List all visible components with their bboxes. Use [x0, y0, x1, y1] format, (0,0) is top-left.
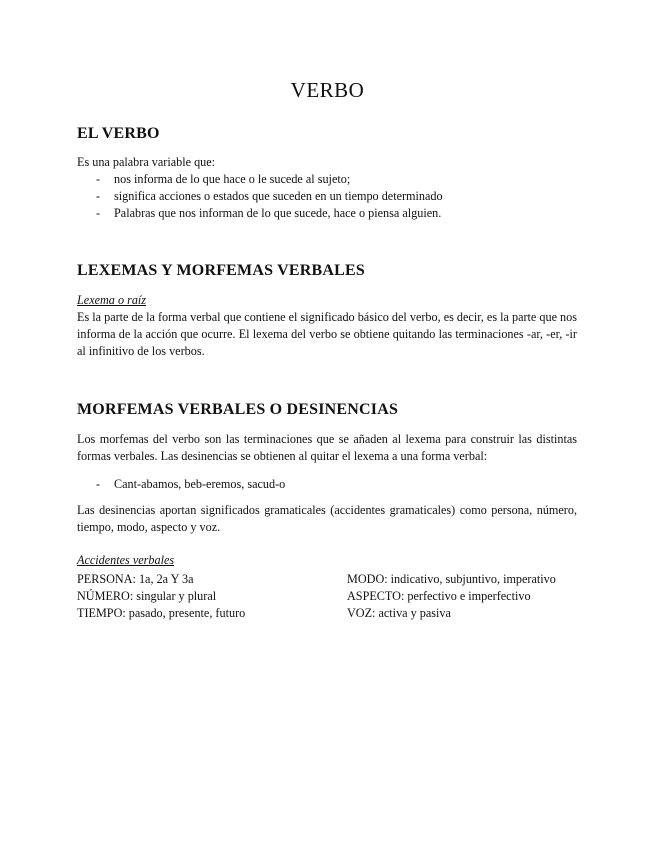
section-heading-morfemas: MORFEMAS VERBALES O DESINENCIAS: [77, 401, 399, 418]
accidente-aspecto: ASPECTO: perfectivo e imperfectivo: [347, 589, 531, 603]
accidente-tiempo: TIEMPO: pasado, presente, futuro: [77, 606, 246, 620]
dash-bullet: -: [96, 189, 101, 203]
section3-example-list: [77, 476, 285, 493]
accidente-persona: PERSONA: 1a, 2a Y 3a: [77, 572, 194, 586]
list-item: [77, 205, 443, 222]
dash-bullet: -: [96, 206, 101, 220]
example-text: Cant-abamos, beb-eremos, sacud-o: [114, 477, 286, 491]
accidente-voz: VOZ: activa y pasiva: [347, 606, 451, 620]
subheading-accidentes: Accidentes verbales: [77, 553, 175, 567]
page-title: VERBO: [290, 78, 365, 102]
section-heading-lexemas: LEXEMAS Y MORFEMAS VERBALES: [77, 262, 365, 279]
accidentes-right-column: [347, 571, 587, 622]
section1-intro: Es una palabra variable que:: [77, 155, 216, 169]
section3-paragraph-1: Los morfemas del verbo son las terminaciones que se añaden al lexema para construir las distintas formas verbales. Las desinencias se obtienen al quitar el lexema a una forma verbal:: [77, 432, 577, 463]
accidentes-left-column: [77, 571, 337, 622]
list-item-text: significa acciones o estados que suceden en un tiempo determinado: [114, 189, 443, 203]
dash-bullet: -: [96, 172, 101, 186]
list-item-text: Palabras que nos informan de lo que sucede, hace o piensa alguien.: [114, 206, 442, 220]
dash-bullet: -: [96, 477, 101, 491]
section3-paragraph-2: Las desinencias aportan significados gramaticales (accidentes gramaticales) como persona, número, tiempo, modo, aspecto y voz.: [77, 503, 577, 534]
list-item: [77, 188, 443, 205]
list-item-text: nos informa de lo que hace o le sucede al sujeto;: [114, 172, 351, 186]
section-heading-el-verbo: EL VERBO: [77, 125, 160, 142]
subheading-lexema: Lexema o raíz: [77, 293, 147, 307]
list-item: [77, 171, 443, 188]
section2-paragraph: Es la parte de la forma verbal que contiene el significado básico del verbo, es decir, es la parte que nos informa de la acción que ocurre. El lexema del verbo se obtiene quitando las terminaciones -ar, -er, -ir al infinitivo de los verbos.: [77, 310, 577, 358]
accidente-numero: NÚMERO: singular y plural: [77, 589, 217, 603]
section1-list: [77, 171, 443, 222]
list-item: [77, 476, 285, 493]
accidente-modo: MODO: indicativo, subjuntivo, imperativo: [347, 572, 556, 586]
